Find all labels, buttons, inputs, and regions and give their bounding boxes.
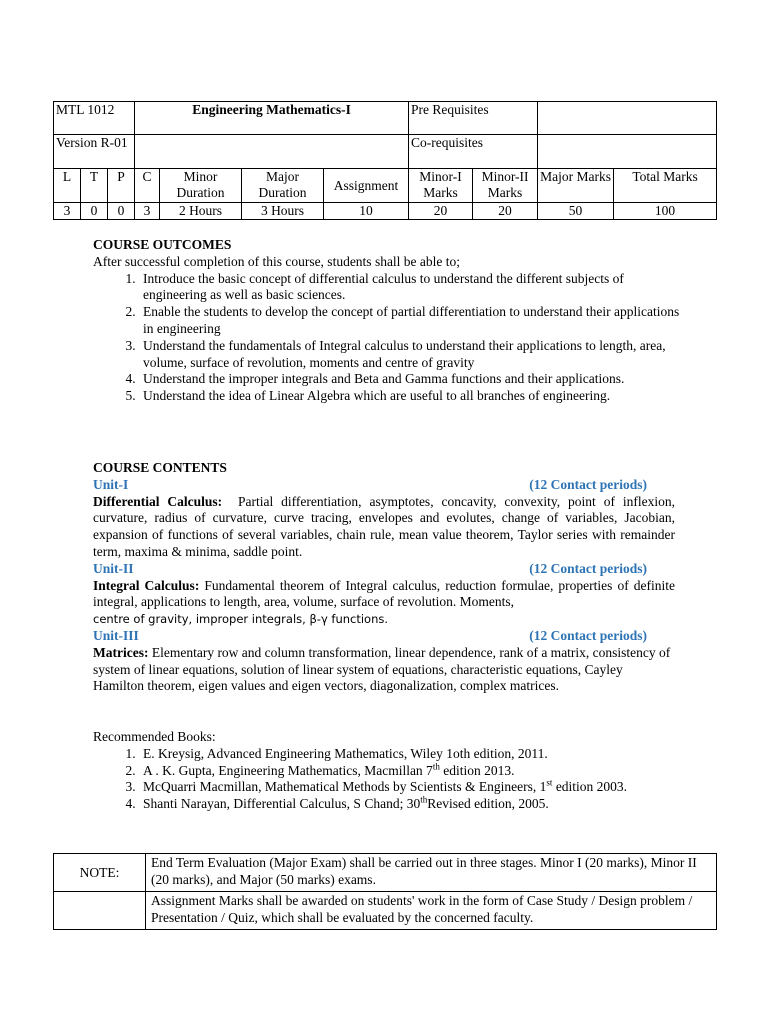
note-table bbox=[53, 853, 717, 930]
col-value: 3 bbox=[54, 203, 81, 220]
list-item bbox=[139, 763, 683, 780]
list-item bbox=[139, 779, 683, 796]
note-row: End Term Evaluation (Major Exam) shall be carried out in three stages. Minor I (20 marks), Minor II (20 marks), and Major (50 marks) exams. bbox=[146, 854, 717, 892]
book-sup: th bbox=[432, 761, 440, 772]
books-list bbox=[93, 746, 683, 813]
corequisites-label: Co-requisites bbox=[409, 135, 538, 169]
book-text: Shanti Narayan, Differential Calculus, S Chand; 30 bbox=[143, 796, 421, 812]
unit-description bbox=[93, 578, 675, 612]
header-columns-row bbox=[54, 169, 717, 203]
course-contents-section bbox=[93, 460, 675, 695]
list-item: 5. Understand the idea of Linear Algebra which are useful to all branches of engineering. bbox=[139, 388, 683, 405]
col-header: L bbox=[54, 169, 81, 203]
list-item: 4. Understand the improper integrals and Beta and Gamma functions and their applications. bbox=[139, 371, 683, 388]
list-item: 2. Enable the students to develop the concept of partial differentiation to understand their applications in engineering bbox=[139, 304, 683, 338]
unit-text-extra: centre of gravity, improper integrals, β-γ functions. bbox=[93, 612, 389, 627]
unit-periods: (12 Contact periods) bbox=[529, 560, 647, 576]
col-value: 20 bbox=[473, 203, 538, 220]
unit-header bbox=[93, 628, 675, 645]
col-header: Total Marks bbox=[614, 169, 717, 203]
course-outcomes-intro: After successful completion of this course, students shall be able to; bbox=[93, 253, 461, 269]
header-values-row bbox=[54, 203, 717, 220]
col-header: Assignment bbox=[324, 169, 409, 203]
col-header: Minor-II Marks bbox=[473, 169, 538, 203]
unit-header bbox=[93, 477, 675, 494]
col-value: 100 bbox=[614, 203, 717, 220]
note-blank bbox=[54, 892, 146, 930]
unit-name: Unit-II bbox=[93, 560, 134, 576]
course-contents-heading: COURSE CONTENTS bbox=[93, 460, 227, 475]
note-label: NOTE: bbox=[54, 854, 146, 892]
list-item bbox=[139, 796, 683, 813]
unit-periods: (12 Contact periods) bbox=[529, 627, 647, 643]
unit-text: Partial differentiation, asymptotes, concavity, convexity, point of inflexion, curvature, radius of curvature, curve tracing, envelopes and evolutes, change of variables, Jacobian, expansion of functions of several variables, chain rule, mean value theorem, Taylor series with remainder term, maxima & minima, saddle point. bbox=[93, 493, 675, 559]
note-row: Assignment Marks shall be awarded on students' work in the form of Case Study / Design problem / Presentation / Quiz, which shall be evaluated by the concerned faculty. bbox=[146, 892, 717, 930]
unit-header bbox=[93, 561, 675, 578]
course-outcomes-section bbox=[93, 237, 683, 405]
course-header-table bbox=[53, 101, 717, 220]
recommended-books-section bbox=[93, 729, 683, 813]
unit-topic: Matrices: bbox=[93, 644, 149, 660]
col-value: 50 bbox=[538, 203, 614, 220]
unit-topic: Differential Calculus: bbox=[93, 493, 223, 509]
unit-name: Unit-III bbox=[93, 627, 139, 643]
col-value: 3 Hours bbox=[242, 203, 324, 220]
course-outcomes-heading: COURSE OUTCOMES bbox=[93, 237, 232, 252]
list-item: 3. Understand the fundamentals of Integral calculus to understand their applications to length, area, volume, surface of revolution, moments and centre of gravity bbox=[139, 338, 683, 372]
version-blank bbox=[135, 135, 409, 169]
version-label: Version R-01 bbox=[54, 135, 135, 169]
book-text: edition 2003. bbox=[552, 779, 628, 795]
col-value: 3 bbox=[135, 203, 160, 220]
col-header: C bbox=[135, 169, 160, 203]
col-header: Minor-I Marks bbox=[409, 169, 473, 203]
col-value: 0 bbox=[108, 203, 135, 220]
unit-topic: Integral Calculus: bbox=[93, 577, 200, 593]
col-value: 0 bbox=[81, 203, 108, 220]
corequisites-value bbox=[538, 135, 717, 169]
unit-description bbox=[93, 494, 675, 561]
col-value: 20 bbox=[409, 203, 473, 220]
prerequisites-label: Pre Requisites bbox=[409, 102, 538, 135]
course-outcomes-list bbox=[93, 271, 683, 405]
col-value: 10 bbox=[324, 203, 409, 220]
unit-name: Unit-I bbox=[93, 476, 129, 492]
unit-description bbox=[93, 645, 675, 695]
book-text: edition 2013. bbox=[439, 762, 515, 778]
book-sup: th bbox=[420, 794, 428, 805]
col-header: T bbox=[81, 169, 108, 203]
unit-text: Elementary row and column transformation, linear dependence, rank of a matrix, consistency of system of linear equations, solution of linear system of equations, characteristic equations, Cayley Hamilton theorem, eigen values and eigen vectors, diagonalization, complex matrices. bbox=[93, 644, 671, 694]
list-item: 1. E. Kreysig, Advanced Engineering Mathematics, Wiley 1oth edition, 2011. bbox=[139, 746, 683, 763]
col-header: P bbox=[108, 169, 135, 203]
col-value: 2 Hours bbox=[160, 203, 242, 220]
book-text: McQuarri Macmillan, Mathematical Methods by Scientists & Engineers, 1 bbox=[143, 779, 547, 795]
book-sup: st bbox=[546, 777, 553, 788]
list-item: 1. Introduce the basic concept of differential calculus to understand the different subjects of engineering as well as basic sciences. bbox=[139, 271, 683, 305]
col-header: Minor Duration bbox=[160, 169, 242, 203]
unit-periods: (12 Contact periods) bbox=[529, 476, 647, 492]
book-text: Revised edition, 2005. bbox=[427, 796, 549, 812]
col-header: Major Duration bbox=[242, 169, 324, 203]
books-heading: Recommended Books: bbox=[93, 729, 216, 744]
prerequisites-value bbox=[538, 102, 717, 135]
course-code: MTL 1012 bbox=[54, 102, 135, 135]
col-header: Major Marks bbox=[538, 169, 614, 203]
unit-text: Fundamental theorem of Integral calculus, reduction formulae, properties of definite integral, applications to length, area, volume, surface of revolution. Moments, bbox=[93, 577, 675, 610]
course-title: Engineering Mathematics-I bbox=[135, 102, 409, 135]
book-text: A . K. Gupta, Engineering Mathematics, Macmillan 7 bbox=[143, 762, 433, 778]
